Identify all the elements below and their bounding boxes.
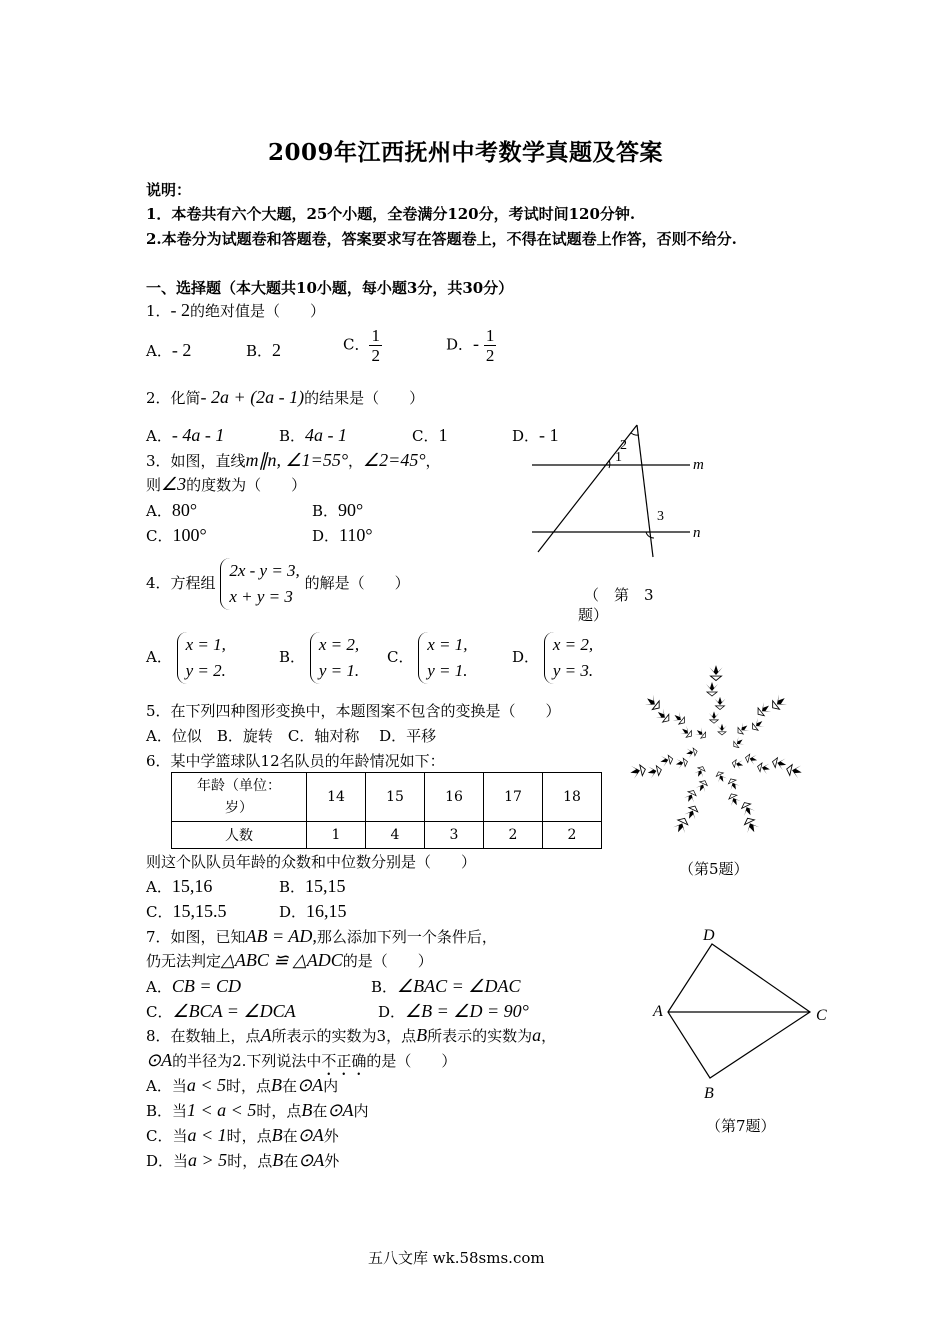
line-n-label: n [693,525,701,541]
q8-c-in: 在 [282,1127,298,1145]
age-cell: 18 [543,773,602,822]
q3-a-value: 80° [171,500,198,520]
q8-b-point: B [301,1100,313,1120]
q2-c-value: 1 [438,425,448,445]
q8-d-condition: a > 5 [188,1150,228,1170]
age-cell: 17 [484,773,543,822]
q3-d-label: D． [312,527,340,545]
notes-line-1: 1．本卷共有六个大题，25个小题，全卷满分120分，考试时间120分钟. [146,205,636,223]
q5-pattern-figure [628,665,804,841]
q6-c-value: 15,15.5 [172,901,227,921]
q8-point-a: A [260,1025,272,1045]
q8-d-pre: D．当 [146,1152,189,1170]
q8-c-condition: a < 1 [187,1125,227,1145]
q8-c-mid: 时，点 [226,1127,272,1145]
q4-a-eq1: x = 1, [185,635,226,654]
q1-a-value: - 2 [171,340,192,360]
q4-a-eq2: y = 2. [185,661,226,680]
q1-expression: - 2 [170,300,191,320]
q8-option-a [146,1075,338,1096]
q8-line2-mid: 的半径为2.下列说法中 [172,1052,322,1070]
q2-expression: - 2a + (2a - 1) [200,387,305,407]
q8-a-pre: A．当 [146,1077,187,1095]
angle-1-arc [609,460,610,468]
q2-d-label: D． [512,427,540,445]
q8-a-mid: 时，点 [226,1077,272,1095]
q1-b-value: 2 [272,340,282,360]
q4-c-eq1: x = 1, [427,635,468,654]
age-table-row-counts [172,822,602,849]
q7-option-b [371,976,520,997]
q8-d-point: B [272,1150,284,1170]
q1-c-fraction [369,326,382,365]
vertex-b-label: B [704,1085,714,1102]
q4-b-label: B． [279,648,306,666]
q6-question: 则这个队队员年龄的众数和中位数分别是（ ） [146,853,477,871]
q8-b-condition: 1 < a < 5 [187,1100,257,1120]
q8-line1-mid: 所表示的实数为3，点 [271,1027,417,1045]
q5-options: A．位似 B．旋转 C．轴对称 D．平移 [146,727,437,745]
question-5: 5．在下列四种图形变换中，本题图案不包含的变换是（ ） [146,702,561,720]
q8-a-condition: a < 5 [186,1075,226,1095]
q8-option-d [146,1150,339,1171]
q3-d-value: 110° [339,525,373,545]
q1-c-numerator: 1 [371,326,380,345]
angle-3-label: 3 [657,509,664,524]
q1-d-numerator: 1 [485,326,495,345]
count-cell: 3 [425,822,484,849]
q8-d-mid: 时，点 [227,1152,273,1170]
q6-option-d [279,901,347,922]
notes-heading: 说明： [146,181,192,199]
q3-a-label: A． [146,502,172,520]
question-1 [146,300,325,321]
q8-a-end: 内 [323,1077,339,1095]
q8-c-circle: ⊙A [297,1125,324,1145]
q4-b-eq2: y = 1. [318,661,360,680]
q4-c-label: C． [387,648,414,666]
q8-point-b: B [416,1025,428,1045]
q7-a-label: A． [146,978,172,996]
q6-b-label: B． [279,878,306,896]
q5-caption: （第5题） [679,860,749,878]
q7-line2-post: 的是（ ） [342,952,433,970]
q2-a-value: - 4a - 1 [171,425,225,445]
q1-d-denominator: 2 [485,346,495,365]
q7-congruence: △ABC ≌ △ADC [221,950,343,970]
q2-option-b [279,425,347,446]
q1-option-c [343,326,382,365]
q3-option-b [312,500,363,521]
q8-circle-a: ⊙A [146,1050,173,1070]
q6-option-b [279,876,346,897]
q8-a-in: 在 [282,1077,298,1095]
q1-c-label: C． [343,335,370,354]
q3-caption-line-2: 题） [578,606,609,624]
q3-figure [525,420,725,560]
q6-b-value: 15,15 [305,876,346,896]
q4-b-system [310,632,359,684]
q3-caption-line-1: （ 第 3 [584,586,654,604]
q7-a-value: CB = CD [171,976,241,996]
q4-option-a [146,632,226,684]
vertex-c-label: C [816,1007,827,1024]
q8-c-point: B [271,1125,283,1145]
q7-b-label: B． [371,978,398,996]
q7-option-a [146,976,241,997]
count-cell: 4 [366,822,425,849]
q2-option-a [146,425,224,446]
q7-b-value: ∠BAC = ∠DAC [397,976,521,996]
q3-comma: ， [425,452,441,470]
q7-d-value: ∠B = ∠D = 90° [405,1001,529,1021]
q1-d-label: D． [446,335,474,354]
q8-a-circle: ⊙A [297,1075,324,1095]
q1-c-denominator: 2 [371,346,380,365]
q6-option-c [146,901,226,922]
q3-option-a [146,500,197,521]
q1-stem: 的绝对值是（ ） [190,302,326,320]
q4-a-label: A． [146,648,172,666]
q2-b-label: B． [279,427,306,445]
q8-d-in: 在 [283,1152,299,1170]
vertex-a-label: A [653,1003,663,1020]
q2-a-label: A． [146,427,172,445]
q3-angle: ∠3 [161,474,187,494]
q6-option-a [146,876,212,897]
q3-line2-post: 的度数为（ ） [186,476,307,494]
q8-d-end: 外 [324,1152,340,1170]
footer-watermark: 五八文库 wk.58sms.com [368,1249,545,1267]
count-cell: 2 [543,822,602,849]
question-6: 6．某中学篮球队12名队员的年龄情况如下： [146,752,445,770]
question-2 [146,387,424,408]
age-table [171,772,602,849]
q8-option-b [146,1100,368,1121]
q8-line1-pre: 8．在数轴上，点 [146,1027,261,1045]
line-m-label: m [693,457,704,473]
q6-d-label: D． [279,903,307,921]
q8-option-c [146,1125,339,1146]
q8-line1-end: ， [541,1027,557,1045]
q4-d-system [544,632,593,684]
q3-c-label: C． [146,527,173,545]
q7-stem-pre: 7．如图，已知 [146,928,246,946]
q8-a-point: B [271,1075,283,1095]
q6-d-value: 16,15 [306,901,347,921]
q7-line2-pre: 仍无法判定 [146,952,222,970]
age-cell: 15 [366,773,425,822]
q4-option-c [387,632,468,684]
angle-2-label: 2 [620,438,627,453]
q1-option-b [246,340,281,361]
q7-caption: （第7题） [706,1117,776,1135]
q3-b-value: 90° [338,500,364,520]
q4-b-eq1: x = 2, [318,635,360,654]
q7-option-d [378,1001,529,1022]
question-3 [146,450,441,471]
q4-a-system [177,632,226,684]
q7-d-label: D． [378,1003,406,1021]
q4-system [220,558,299,610]
q4-d-eq1: x = 2, [552,635,594,654]
q2-option-c [412,425,447,446]
question-3-line-2 [146,474,306,495]
angle-1-label: 1 [615,450,622,465]
q2-stem-pre: 2．化简 [146,389,201,407]
count-header-cell: 人数 [172,822,307,849]
question-8 [146,1025,556,1046]
q8-b-pre: B．当 [146,1102,188,1120]
q6-a-value: 15,16 [171,876,213,896]
q7-c-value: ∠BCA = ∠DCA [172,1001,296,1021]
q6-a-label: A． [146,878,172,896]
q2-d-value: - 1 [539,425,559,445]
q4-stem-pre: 4．方程组 [146,574,216,592]
count-cell: 2 [484,822,543,849]
age-cell: 16 [425,773,484,822]
q1-a-label: A． [146,342,172,360]
q1-number: 1． [146,302,171,320]
age-header-line-1: 年龄（单位： [197,778,281,794]
q7-c-label: C． [146,1003,173,1021]
q7-condition: AB = AD, [245,926,317,946]
q7-option-c [146,1001,296,1022]
q7-stem-post: 那么添加下列一个条件后， [316,928,497,946]
age-header-cell [172,773,307,822]
notes-line-2: 2.本卷分为试题卷和答题卷，答案要求写在答题卷上，不得在试题卷上作答，否则不给分. [146,230,737,248]
question-4 [146,558,410,610]
q3-c-value: 100° [172,525,207,545]
q3-condition-2: ∠2=45° [363,450,426,470]
q2-c-label: C． [412,427,439,445]
q3-condition-1: m∥n, ∠1=55° [245,450,349,470]
age-header-line-2: 岁） [225,800,253,816]
quadrilateral-abcd [668,944,810,1078]
question-7-line-2 [146,950,433,971]
q3-b-label: B． [312,502,339,520]
q3-option-d [312,525,373,546]
q4-option-d [512,632,593,684]
q1-option-a [146,340,191,361]
q3-separator: ， [348,452,364,470]
q8-line2-end: 的是（ ） [366,1052,457,1070]
page-title: 2009年江西抚州中考数学真题及答案 [268,139,664,166]
q3-option-c [146,525,207,546]
section-heading: 一、选择题（本大题共10小题，每小题3分，共30分） [146,279,514,297]
question-7 [146,926,497,947]
q8-b-mid: 时，点 [256,1102,302,1120]
vertex-d-label: D [703,927,715,944]
q2-b-value: 4a - 1 [305,425,348,445]
q8-b-in: 在 [312,1102,328,1120]
age-cell: 14 [307,773,366,822]
q6-c-label: C． [146,903,173,921]
q1-b-label: B． [246,342,273,360]
q8-variable-a: a [532,1025,542,1045]
q3-line2-pre: 则 [146,476,162,494]
q2-stem-post: 的结果是（ ） [304,389,425,407]
q8-b-circle: ⊙A [327,1100,354,1120]
q1-d-fraction [484,326,497,365]
q1-option-d [446,326,496,365]
q8-c-pre: C．当 [146,1127,188,1145]
q3-stem: 3．如图，直线 [146,452,246,470]
q4-option-b [279,632,359,684]
q8-d-circle: ⊙A [298,1150,325,1170]
q4-stem-post: 的解是（ ） [304,574,410,592]
q8-emphasis: 不正确 [321,1052,367,1070]
q4-c-system [418,632,467,684]
q4-d-eq2: y = 3. [552,661,594,680]
q4-c-eq2: y = 1. [427,661,468,680]
q8-c-end: 外 [323,1127,339,1145]
q4-equation-2: x + y = 3 [229,587,293,606]
q8-line1-mid2: 所表示的实数为 [427,1027,533,1045]
q4-equation-1: 2x - y = 3, [229,561,300,580]
age-table-row-ages [172,773,602,822]
q4-d-label: D． [512,648,540,666]
q8-b-end: 内 [353,1102,369,1120]
q7-figure [648,920,838,1110]
count-cell: 1 [307,822,366,849]
q1-d-sign: - [473,333,480,354]
